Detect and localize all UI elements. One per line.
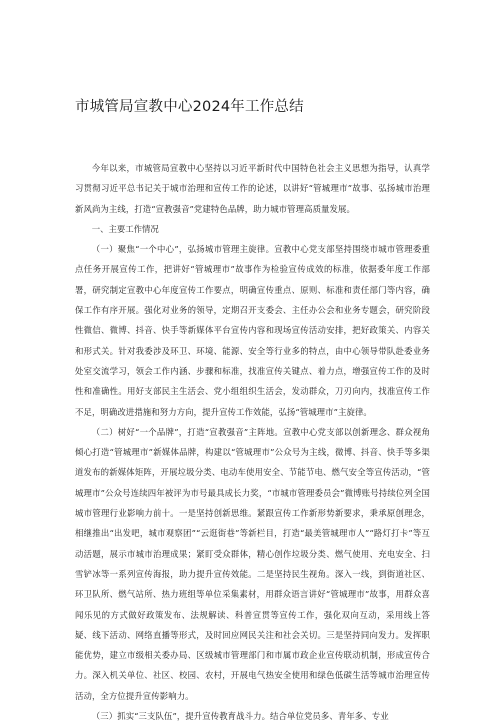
document-title: 市城管局宣教中心2024年工作总结 bbox=[75, 99, 304, 115]
section-heading-main-work: 一、主要工作情况 bbox=[91, 223, 159, 234]
paragraph-one-center: （一）聚焦“一个中心”，弘扬城市管理主旋律。宣教中心党支部坚持围绕市城市管理委重点任务开展宣传工作，把讲好“管城理市”故事作为检验宣传成效的标准，依据委年度工作部署，研究制定宣教中心年度宣传工作要点，明确宣传重点、原则、标准和责任部门等内容，确保工作有序开展。强化对业务的领导，定期召开支委会、主任办公会和业务专题会，研究阶段性微信、微博、抖音、快手等新媒体平台宣传内容和现场宣传活动安排，把好政策关、内容关和形式关。针对我委涉及环卫、环境、能源、安全等行业多的特点，由中心领导带队赴委业务处室交流学习，领会工作内涵、步骤和标准，找准宣传关键点、着力点，增强宣传工作的及时性和准确性。用好支部民主生活会、党小组组织生活会，发动群众，刀刃向内，找准宣传工作不足，明确改进措施和努力方向，提升宣传工作效能，弘扬“管城理市”主旋律。 bbox=[75, 244, 430, 417]
intro-paragraph: 今年以来，市城管局宣教中心坚持以习近平新时代中国特色社会主义思想为指导，认真学习贯彻习近平总书记关于城市治理和宣传工作的论述，以讲好“管城理市”故事、弘扬城市治理新风尚为主线，打造“宣教强音”党建特色品牌，助力城市管理高质量发展。 bbox=[75, 163, 430, 214]
paragraph-three-teams: （三）抓实“三支队伍”，提升宣传教育战斗力。结合单位党员多、青年多、专业 bbox=[91, 711, 389, 722]
paragraph-one-brand: （二）树好“一个品牌”，打造“宣教强音”主阵地。宣教中心党支部以创新理念、群众视角倾心打造“管城理市”新媒体品牌，构建以“管城理市”公众号为主线，微博、抖音、快手等多渠道发布的新媒体矩阵，开展垃圾分类、电动车使用安全、节能节电、燃气安全等宣传活动，“管城理市”公众号连续四年被评为市号最具成长力奖，“市城市管理委员会”微博账号持续位列全国城市管理行业影响力前十。一是坚持创新思维。紧跟宣传工作新形势新要求，秉承原创理念，相继推出“出发吧，城市观察团”“云逛街巷”等新栏目，打造“最美管城理市人”“路灯打卡”等互动活题，展示市城市治理成果；紧盯受众群体，精心创作垃圾分类、燃气使用、充电安全、扫雪铲冰等一系列宣传海报，助力提升宣传效能。二是坚持民生视角。深入一线，到街道社区、环卫队所、燃气站所、热力班组等单位采集素材，用群众语言讲好“管城理市”故事，用群众喜闻乐见的方式做好政策发布、法规解读、科普宣贯等宣传工作，强化双向互动，采用线上答疑、线下活动、网络直播等形式，及时回应网民关注和社会关切。三是坚持同向发力。发挥职能优势，建立市级相关委办局、区级城市管理部门和市属市政企业宣传联动机制，形成宣传合力。深入机关单位、社区、校园、农村，开展电气热安全使用和绿色低碳生活等城市治理宣传活动，全方位提升宣传影响力。 bbox=[75, 426, 430, 701]
